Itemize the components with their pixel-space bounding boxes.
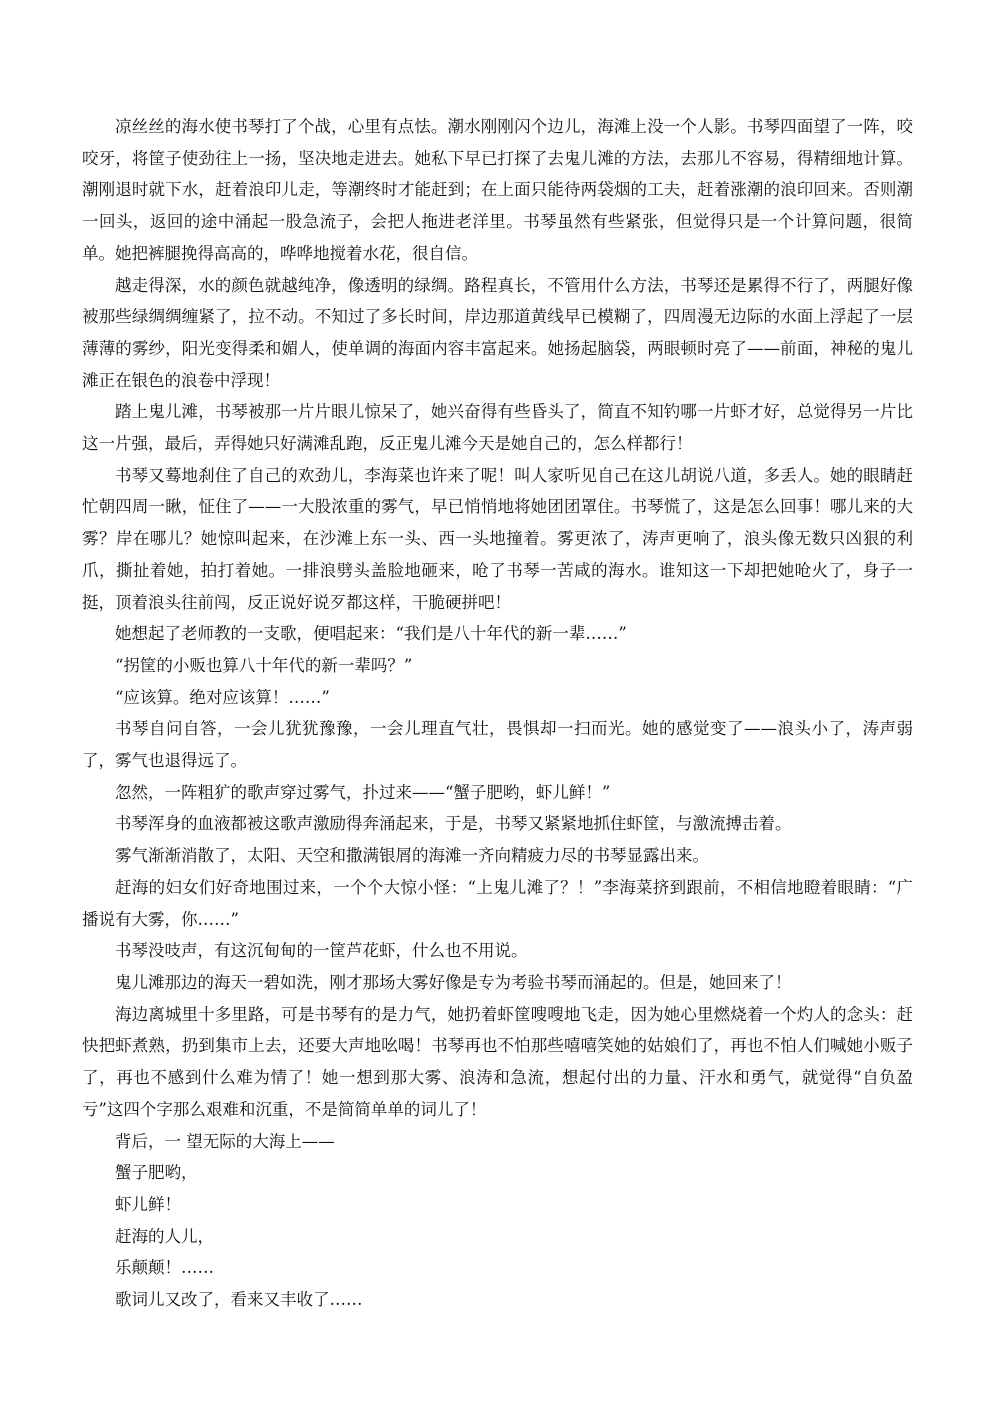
paragraph: “应该算。绝对应该算！……” [115,687,330,707]
paragraph: 凉丝丝的海水使书琴打了个战，心里有点怯。潮水刚刚闪个边儿，海滩上没一个人影。书琴四面望了一阵，咬咬牙，将筐子使劲往上一扬，坚决地走进去。她私下早已打探了去鬼儿滩的方法，去那儿不容易，得精细地计算。潮刚退时就下水，赶着浪印儿走，等潮终时才能赶到；在上面只能待两袋烟的工夫，赶着涨潮的浪印回来。否则潮一回头，返回的途中涌起一股急流子，会把人拖进老洋里。书琴虽然有些紧张，但觉得只是一个计算问题，很简单。她把裤腿挽得高高的，哗哗地搅着水花，很自信。 [82,117,913,263]
paragraph: 鬼儿滩那边的海天一碧如洗，刚才那场大雾好像是专为考验书琴而涌起的。但是，她回来了！ [115,972,792,992]
paragraph: 忽然，一阵粗犷的歌声穿过雾气，扑过来——“蟹子肥哟，虾儿鲜！” [115,782,611,802]
paragraph: 雾气渐渐消散了，太阳、天空和撒满银屑的海滩一齐向精疲力尽的书琴显露出来。 [115,846,709,866]
paragraph: 她想起了老师教的一支歌，便唱起来：“我们是八十年代的新一辈……” [115,624,627,644]
paragraph: 背后，一 望无际的大海上—— [115,1131,335,1151]
paragraph: 书琴没吱声，有这沉甸甸的一筐芦花虾，什么也不用说。 [115,941,528,961]
song-line: 赶海的人儿， [115,1226,214,1246]
song-line: 蟹子肥哟， [115,1163,198,1183]
paragraph: 歌词儿又改了，看来又丰收了…… [115,1290,363,1310]
story-text [82,111,913,1316]
paragraph: “拐筐的小贩也算八十年代的新一辈吗？” [115,655,413,675]
paragraph: 越走得深，水的颜色就越纯净，像透明的绿绸。路程真长，不管用什么方法，书琴还是累得不行了，两腿好像被那些绿绸绸缠紧了，拉不动。不知过了多长时间，岸边那道黄线早已模糊了，四周漫无边际的水面上浮起了一层薄薄的雾纱，阳光变得柔和媚人，使单调的海面内容丰富起来。她扬起脑袋，两眼顿时亮了——前面，神秘的鬼儿滩正在银色的浪卷中浮现！ [82,275,913,390]
paragraph: 海边离城里十多里路，可是书琴有的是力气，她扔着虾筐嗖嗖地飞走，因为她心里燃烧着一个灼人的念头：赶快把虾煮熟，扔到集市上去，还要大声地吆喝！书琴再也不怕那些嘻嘻笑她的姑娘们了，再也不怕人们喊她小贩子了，再也不感到什么难为情了！她一想到那大雾、浪涛和急流，想起付出的力量、汗水和勇气，就觉得“自负盈亏”这四个字那么艰难和沉重，不是简简单单的词儿了！ [82,1004,913,1119]
paragraph: 书琴自问自答，一会儿犹犹豫豫，一会儿理直气壮，畏惧却一扫而光。她的感觉变了——浪头小了，涛声弱了，雾气也退得远了。 [82,719,913,771]
song-line: 虾儿鲜！ [115,1194,181,1214]
paragraph: 书琴浑身的血液都被这歌声激励得奔涌起来，于是，书琴又紧紧地抓住虾筐，与激流搏击着。 [115,814,792,834]
paragraph: 书琴又蓦地刹住了自己的欢劲儿，李海菜也许来了呢！叫人家听见自己在这儿胡说八道，多丢人。她的眼睛赶忙朝四周一瞅，怔住了——一大股浓重的雾气，早已悄悄地将她团团罩住。书琴慌了，这是怎么回事！哪儿来的大雾？岸在哪儿？她惊叫起来，在沙滩上东一头、西一头地撞着。雾更浓了，涛声更响了，浪头像无数只凶狠的利爪，撕扯着她，拍打着她。一排浪劈头盖脸地砸来，呛了书琴一苦咸的海水。谁知这一下却把她呛火了，身子一挺，顶着浪头往前闯，反正说好说歹都这样，干脆硬拼吧！ [82,465,913,612]
paragraph: 赶海的妇女们好奇地围过来，一个个大惊小怪：“上鬼儿滩了？！”李海菜挤到跟前，不相信地瞪着眼睛：“广播说有大雾，你……” [82,877,913,929]
paragraph: 踏上鬼儿滩，书琴被那一片片眼儿惊呆了，她兴奋得有些昏头了，简直不知钓哪一片虾才好，总觉得另一片比这一片强，最后，弄得她只好满滩乱跑，反正鬼儿滩今天是她自己的，怎么样都行！ [82,402,913,454]
song-line: 乐颠颠！…… [115,1258,214,1278]
